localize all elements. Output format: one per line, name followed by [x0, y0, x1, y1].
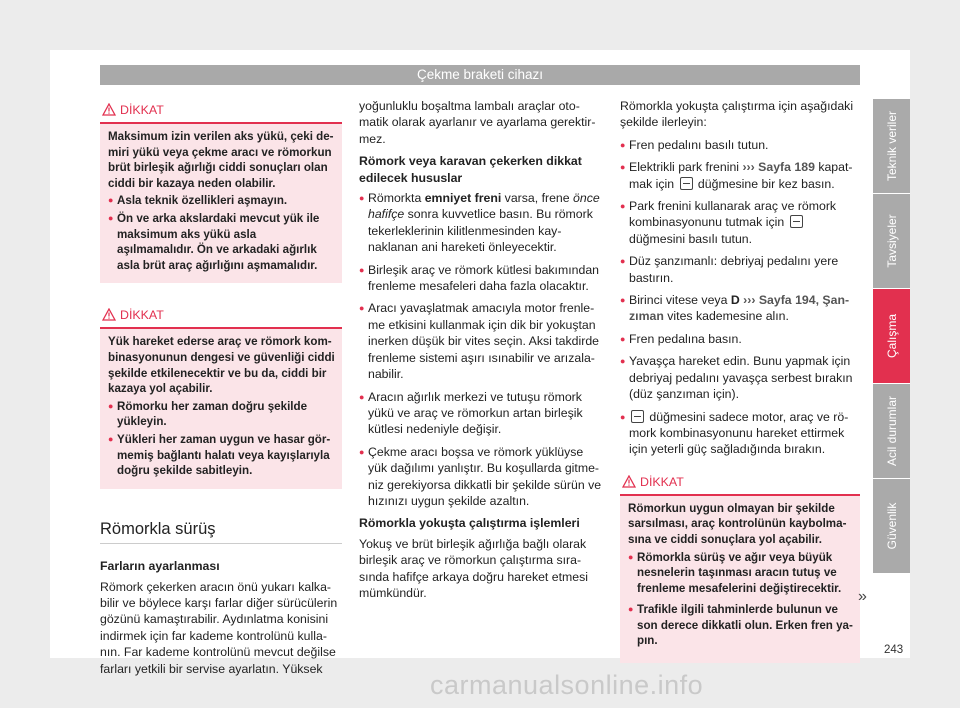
warning-bullet: ● Römorkla sürüş ve ağır veya büyük nesnelerin taşınması aracın tutuş ve frenleme mesafelerini değiştirecektir.: [628, 550, 854, 597]
list-item: ● Aracı yavaşlatmak amacıyla motor frenleme etkisini kullanmak için dik bir yokuştan inerken düşük bir vites seçin. Aksi takdirde frenleme sistemi aşırı ısınabilir ve arızalanabilir.: [359, 300, 602, 382]
text: kapatmak için: [629, 160, 853, 191]
warning-label: DİKKAT: [640, 474, 684, 489]
warning-header: [100, 98, 342, 124]
subheading-towing-notes: Römork veya karavan çekerken dikkat edilecek hususlar: [359, 154, 582, 185]
text: Park frenini kullanarak araç ve römork kombinasyonunu tutmak için: [629, 199, 837, 230]
tab-acil-durumlar[interactable]: [873, 384, 910, 478]
warning-bullet: ● Trafikle ilgili tahminlerde bulunun ve son derece dikkatli olun. Erken fren yapın.: [628, 602, 854, 649]
warning-body: [620, 496, 860, 663]
warning-bullet: ● Römorku her zaman doğru şekilde yükleyin.: [108, 399, 336, 430]
list-item: [620, 292, 860, 325]
list-item: [620, 409, 860, 458]
paragraph: Römorkla yokuşta çalıştırma için aşağıdaki şekilde ilerleyin:: [620, 99, 854, 130]
warning-box-2: [100, 303, 342, 488]
list-item: ● Yavaşça hareket edin. Bunu yapmak için debriyaj pedalını yavaşça serbest bırakın (düz şanzıman için).: [620, 353, 860, 402]
list-item: ● Fren pedalını basılı tutun.: [620, 137, 860, 153]
tab-label: Tavsiyeler: [884, 214, 899, 268]
section-title: Römorkla sürüş: [100, 509, 342, 544]
subheading-hill-start: Römorkla yokuşta çalıştırma işlemleri: [359, 516, 580, 531]
tab-label: Teknik veriler: [884, 110, 899, 182]
subheading-headlights: Farların ayarlanması: [100, 559, 220, 574]
warning-bullet: ● Yükleri her zaman uygun ve hasar görmemiş bağlantı halatı veya kayışlarıyla doğru şekilde sabitleyin.: [108, 432, 336, 479]
text: Römorkta: [368, 191, 425, 206]
warning-box-3: [620, 470, 860, 663]
warning-intro: Römorkun uygun olmayan bir şekilde sarsılması, araç kontrolünün kaybolmasına ve ciddi sonuçlara yol açabilir.: [628, 501, 847, 546]
paragraph: yoğunluklu boşaltma lambalı araçlar otomatik olarak ayarlanır ve ayarlama gerektirmez.: [359, 99, 596, 146]
page-reference-link[interactable]: ››› Sayfa 189: [742, 160, 815, 175]
text: sonra kuvvetlice basın. Bu römork tekerleklerinin kilitlenmesinden kaynaklanan ani hareketi önleyecektir.: [368, 207, 593, 255]
column-1: [100, 98, 342, 683]
text: varsa, frene: [501, 191, 574, 206]
warning-label: DİKKAT: [120, 308, 164, 323]
parking-brake-button-icon: [790, 215, 803, 228]
list-item: ● Çekme aracı boşsa ve römork yüklüyse yük dağılımı yanlıştır. Bu koşullarda gitmeniz gerekiyorsa dikkatli bir şekilde sürün ve hızınızı uygun şekilde azaltın.: [359, 444, 602, 510]
tab-tavsiyeler[interactable]: [873, 194, 910, 288]
warning-header: [100, 303, 342, 329]
tab-teknik-veriler[interactable]: [873, 99, 910, 193]
list-item: [620, 159, 860, 192]
warning-body: [100, 329, 342, 488]
tab-label: Güvenlik: [884, 502, 899, 550]
list-item: ● Aracın ağırlık merkezi ve tutuşu römork yükü ve araç ve römorkun artan birleşik kütlesi nedeniyle değişir.: [359, 389, 602, 438]
warning-body: [100, 124, 342, 283]
text: düğmesini sadece motor, araç ve römork kombinasyonunu hareket ettirmek için yeterli güç sağladığında bırakın.: [629, 409, 849, 457]
list-item: ● Fren pedalına basın.: [620, 331, 860, 347]
warning-triangle-icon: [102, 308, 116, 321]
list-item: [359, 190, 602, 256]
parking-brake-button-icon: [631, 410, 644, 423]
list-item: ● Birleşik araç ve römork kütlesi bakımından frenleme mesafeleri daha fazla olacaktır.: [359, 262, 602, 295]
watermark: carmanualsonline.info: [430, 670, 704, 700]
page-reference-link[interactable]: ››› Sayfa 194, Şanzıman: [629, 293, 850, 324]
gear-d: D: [730, 293, 740, 308]
side-tabs: [873, 99, 910, 574]
text: düğmesini basılı tutun.: [629, 231, 753, 246]
page-title: Çekme braketi cihazı: [100, 65, 860, 85]
warning-header: [620, 470, 860, 496]
text: vites kademesine alın.: [663, 309, 789, 324]
continue-chevron-icon: »: [858, 588, 867, 605]
warning-box-1: [100, 98, 342, 283]
warning-triangle-icon: [102, 103, 116, 116]
warning-triangle-icon: [622, 475, 636, 488]
text: Elektrikli park frenini: [629, 160, 743, 175]
italic-term: önce hafifçe: [368, 191, 600, 222]
warning-intro: Maksimum izin verilen aks yükü, çeki demiri yükü veya çekme aracı ve römorkun brüt birleşik ağırlığı ciddi sonuçları olan ciddi bir kazaya neden olabilir.: [108, 130, 334, 190]
tab-label: Acil durumlar: [884, 395, 899, 467]
column-2: [359, 98, 602, 607]
parking-brake-button-icon: [680, 177, 693, 190]
text: düğmesine bir kez basın.: [694, 176, 835, 191]
bold-term: emniyet freni: [424, 191, 502, 206]
paragraph: Yokuş ve brüt birleşik ağırlığa bağlı olarak birleşik araç ve römorkun çalıştırma sırasında hafifçe arkaya doğru hareket etmesi mümkündür.: [359, 536, 588, 600]
tab-calisma[interactable]: [873, 289, 910, 383]
text: Birinci vitese veya: [629, 293, 731, 308]
page-number: 243: [884, 644, 904, 656]
list-item: ● Düz şanzımanlı: debriyaj pedalını yere bastırın.: [620, 253, 860, 286]
column-3: [620, 98, 860, 683]
list-item: [620, 198, 860, 247]
tab-label: Çalışma: [884, 313, 899, 359]
warning-bullet: ● Asla teknik özellikleri aşmayın.: [108, 193, 336, 209]
warning-bullet: ● Ön ve arka akslardaki mevcut yük ile maksimum aks yükü asla aşılmamalıdır. Ön ve arkadaki ağırlık asla brüt araç ağırlığını aşmamalıdır.: [108, 211, 336, 273]
paragraph: Römork çekerken aracın önü yukarı kalkabilir ve böylece karşı farlar diğer sürücülerin gözünü kamaştırabilir. Aydınlatma konisini indirmek için far kademe kontrolünü kullanın. Far kademe kontrolünü mevcut değilse farları yetkili bir servise ayarlatın. Yüksek: [100, 579, 338, 676]
tab-guvenlik[interactable]: [873, 479, 910, 573]
warning-intro: Yük hareket ederse araç ve römork kombinasyonunun dengesi ve güvenliği ciddi şekilde etkilenecektir ve bu da, ciddi bir kazaya yol açabilir.: [108, 335, 335, 396]
warning-label: DİKKAT: [120, 103, 164, 117]
